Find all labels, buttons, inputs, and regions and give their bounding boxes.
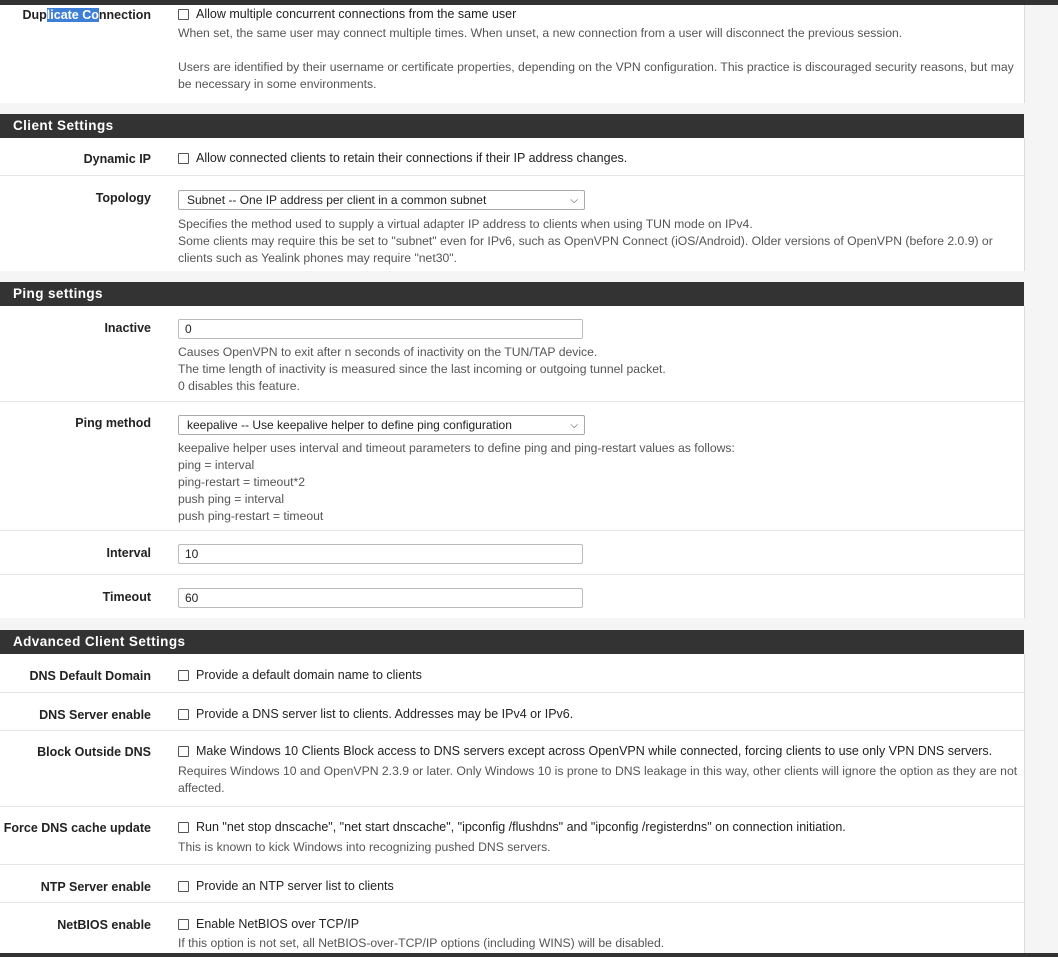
ping-method-help-5: push ping-restart = timeout (178, 509, 324, 523)
inactive-help: Causes OpenVPN to exit after n seconds of inactivity on the TUN/TAP device. (178, 345, 598, 359)
panel-connection (0, 5, 1025, 103)
duplicate-connection-checkbox-label: Allow multiple concurrent connections from the same user (196, 7, 517, 21)
inactive-help-2: The time length of inactivity is measured since the last incoming or outgoing tunnel packet. (178, 362, 666, 376)
ntp-server-enable-checkbox[interactable] (178, 881, 189, 892)
topology-selected-value: Subnet -- One IP address per client in a common subnet (187, 193, 487, 207)
ping-method-label: Ping method (75, 416, 151, 430)
dns-server-enable-label: DNS Server enable (39, 708, 151, 722)
row-dns-default-domain (0, 654, 1024, 692)
ping-method-help-3: ping-restart = timeout*2 (178, 475, 306, 489)
timeout-input[interactable]: 60 (178, 588, 583, 608)
block-outside-dns-label: Block Outside DNS (37, 745, 151, 759)
duplicate-connection-checkbox[interactable] (178, 9, 189, 20)
topology-help-2: Some clients may require this be set to "subnet" even for IPv6, such as OpenVPN Connect (iOS/Android). Older versions of OpenVPN (before 2.0.9) or clients such as Yealink phones may require "net30". (178, 234, 993, 265)
section-header-advanced-client-settings: Advanced Client Settings (0, 630, 1024, 654)
panel-ping-settings (0, 306, 1025, 618)
block-outside-dns-help: Requires Windows 10 and OpenVPN 2.3.9 or later. Only Windows 10 is prone to DNS leakage in this way, other clients will ignore the option as they are not affected. (178, 764, 1018, 795)
section-header-ping-settings: Ping settings (0, 282, 1024, 306)
inactive-help-3: 0 disables this feature. (178, 379, 300, 393)
block-outside-dns-checkbox-label: Make Windows 10 Clients Block access to DNS servers except across OpenVPN while connected, forcing clients to use only VPN DNS servers. (196, 744, 993, 758)
row-netbios-enable (0, 902, 1024, 954)
dns-default-domain-label: DNS Default Domain (29, 669, 151, 683)
dynamic-ip-checkbox[interactable] (178, 153, 189, 164)
netbios-enable-help: If this option is not set, all NetBIOS-over-TCP/IP options (including WINS) will be disabled. (178, 936, 665, 950)
interval-input[interactable]: 10 (178, 544, 583, 564)
ping-method-selected-value: keepalive -- Use keepalive helper to define ping configuration (187, 418, 512, 432)
ntp-server-enable-checkbox-label: Provide an NTP server list to clients (196, 879, 394, 893)
row-dynamic-ip (0, 138, 1024, 175)
row-ping-method (0, 401, 1024, 531)
chevron-down-icon: ⌵ (570, 420, 578, 431)
row-topology (0, 175, 1024, 272)
row-interval (0, 530, 1024, 575)
row-duplicate-connection (0, 5, 1024, 103)
force-dns-cache-update-help: This is known to kick Windows into recognizing pushed DNS servers. (178, 840, 551, 854)
netbios-enable-checkbox-label: Enable NetBIOS over TCP/IP (196, 917, 360, 931)
dns-server-enable-checkbox-label: Provide a DNS server list to clients. Addresses may be IPv4 or IPv6. (196, 707, 574, 721)
timeout-label: Timeout (102, 590, 151, 604)
panel-client-settings (0, 138, 1025, 271)
netbios-enable-checkbox[interactable] (178, 919, 189, 930)
ping-method-help: keepalive helper uses interval and timeout parameters to define ping and ping-restart values as follows: (178, 441, 735, 455)
panel-advanced-client-settings (0, 654, 1025, 953)
dns-server-enable-checkbox[interactable] (178, 709, 189, 720)
chevron-down-icon: ⌵ (570, 195, 578, 206)
section-header-client-settings: Client Settings (0, 114, 1024, 138)
topology-select[interactable] (178, 190, 585, 210)
row-inactive (0, 306, 1024, 401)
ntp-server-enable-label: NTP Server enable (40, 880, 151, 894)
ping-method-help-4: push ping = interval (178, 492, 285, 506)
duplicate-connection-help-2: Users are identified by their username or certificate properties, depending on the VPN configuration. This practice is discouraged security reasons, but may be necessary in some environments. (178, 60, 1014, 91)
dns-default-domain-checkbox[interactable] (178, 670, 189, 681)
inactive-label: Inactive (104, 321, 151, 335)
interval-label: Interval (106, 546, 151, 560)
ping-method-select[interactable] (178, 415, 585, 435)
force-dns-cache-update-label: Force DNS cache update (3, 821, 151, 835)
inactive-input[interactable]: 0 (178, 319, 583, 339)
force-dns-cache-update-checkbox[interactable] (178, 822, 189, 833)
dynamic-ip-checkbox-label: Allow connected clients to retain their connections if their IP address changes. (196, 151, 628, 165)
row-dns-server-enable (0, 692, 1024, 731)
row-timeout (0, 574, 1024, 619)
netbios-enable-label: NetBIOS enable (57, 918, 151, 932)
row-ntp-server-enable (0, 864, 1024, 903)
bottom-bar (0, 953, 1058, 957)
force-dns-cache-update-checkbox-label: Run "net stop dnscache", "net start dnscache", "ipconfig /flushdns" and "ipconfig /registerdns" on connection initiation. (196, 820, 846, 834)
topology-help: Specifies the method used to supply a virtual adapter IP address to clients when using TUN mode on IPv4. (178, 217, 753, 231)
dynamic-ip-label: Dynamic IP (83, 152, 151, 166)
topology-label: Topology (95, 191, 151, 205)
ping-method-help-2: ping = interval (178, 458, 255, 472)
row-block-outside-dns (0, 730, 1024, 807)
block-outside-dns-checkbox[interactable] (178, 746, 189, 757)
duplicate-connection-checkbox-row (178, 7, 1018, 21)
row-force-dns-cache-update (0, 806, 1024, 865)
duplicate-connection-label: Duplicate Connection (22, 8, 151, 22)
dns-default-domain-checkbox-label: Provide a default domain name to clients (196, 668, 422, 682)
duplicate-connection-help: When set, the same user may connect multiple times. When unset, a new connection from a user will disconnect the previous session. (178, 26, 903, 40)
